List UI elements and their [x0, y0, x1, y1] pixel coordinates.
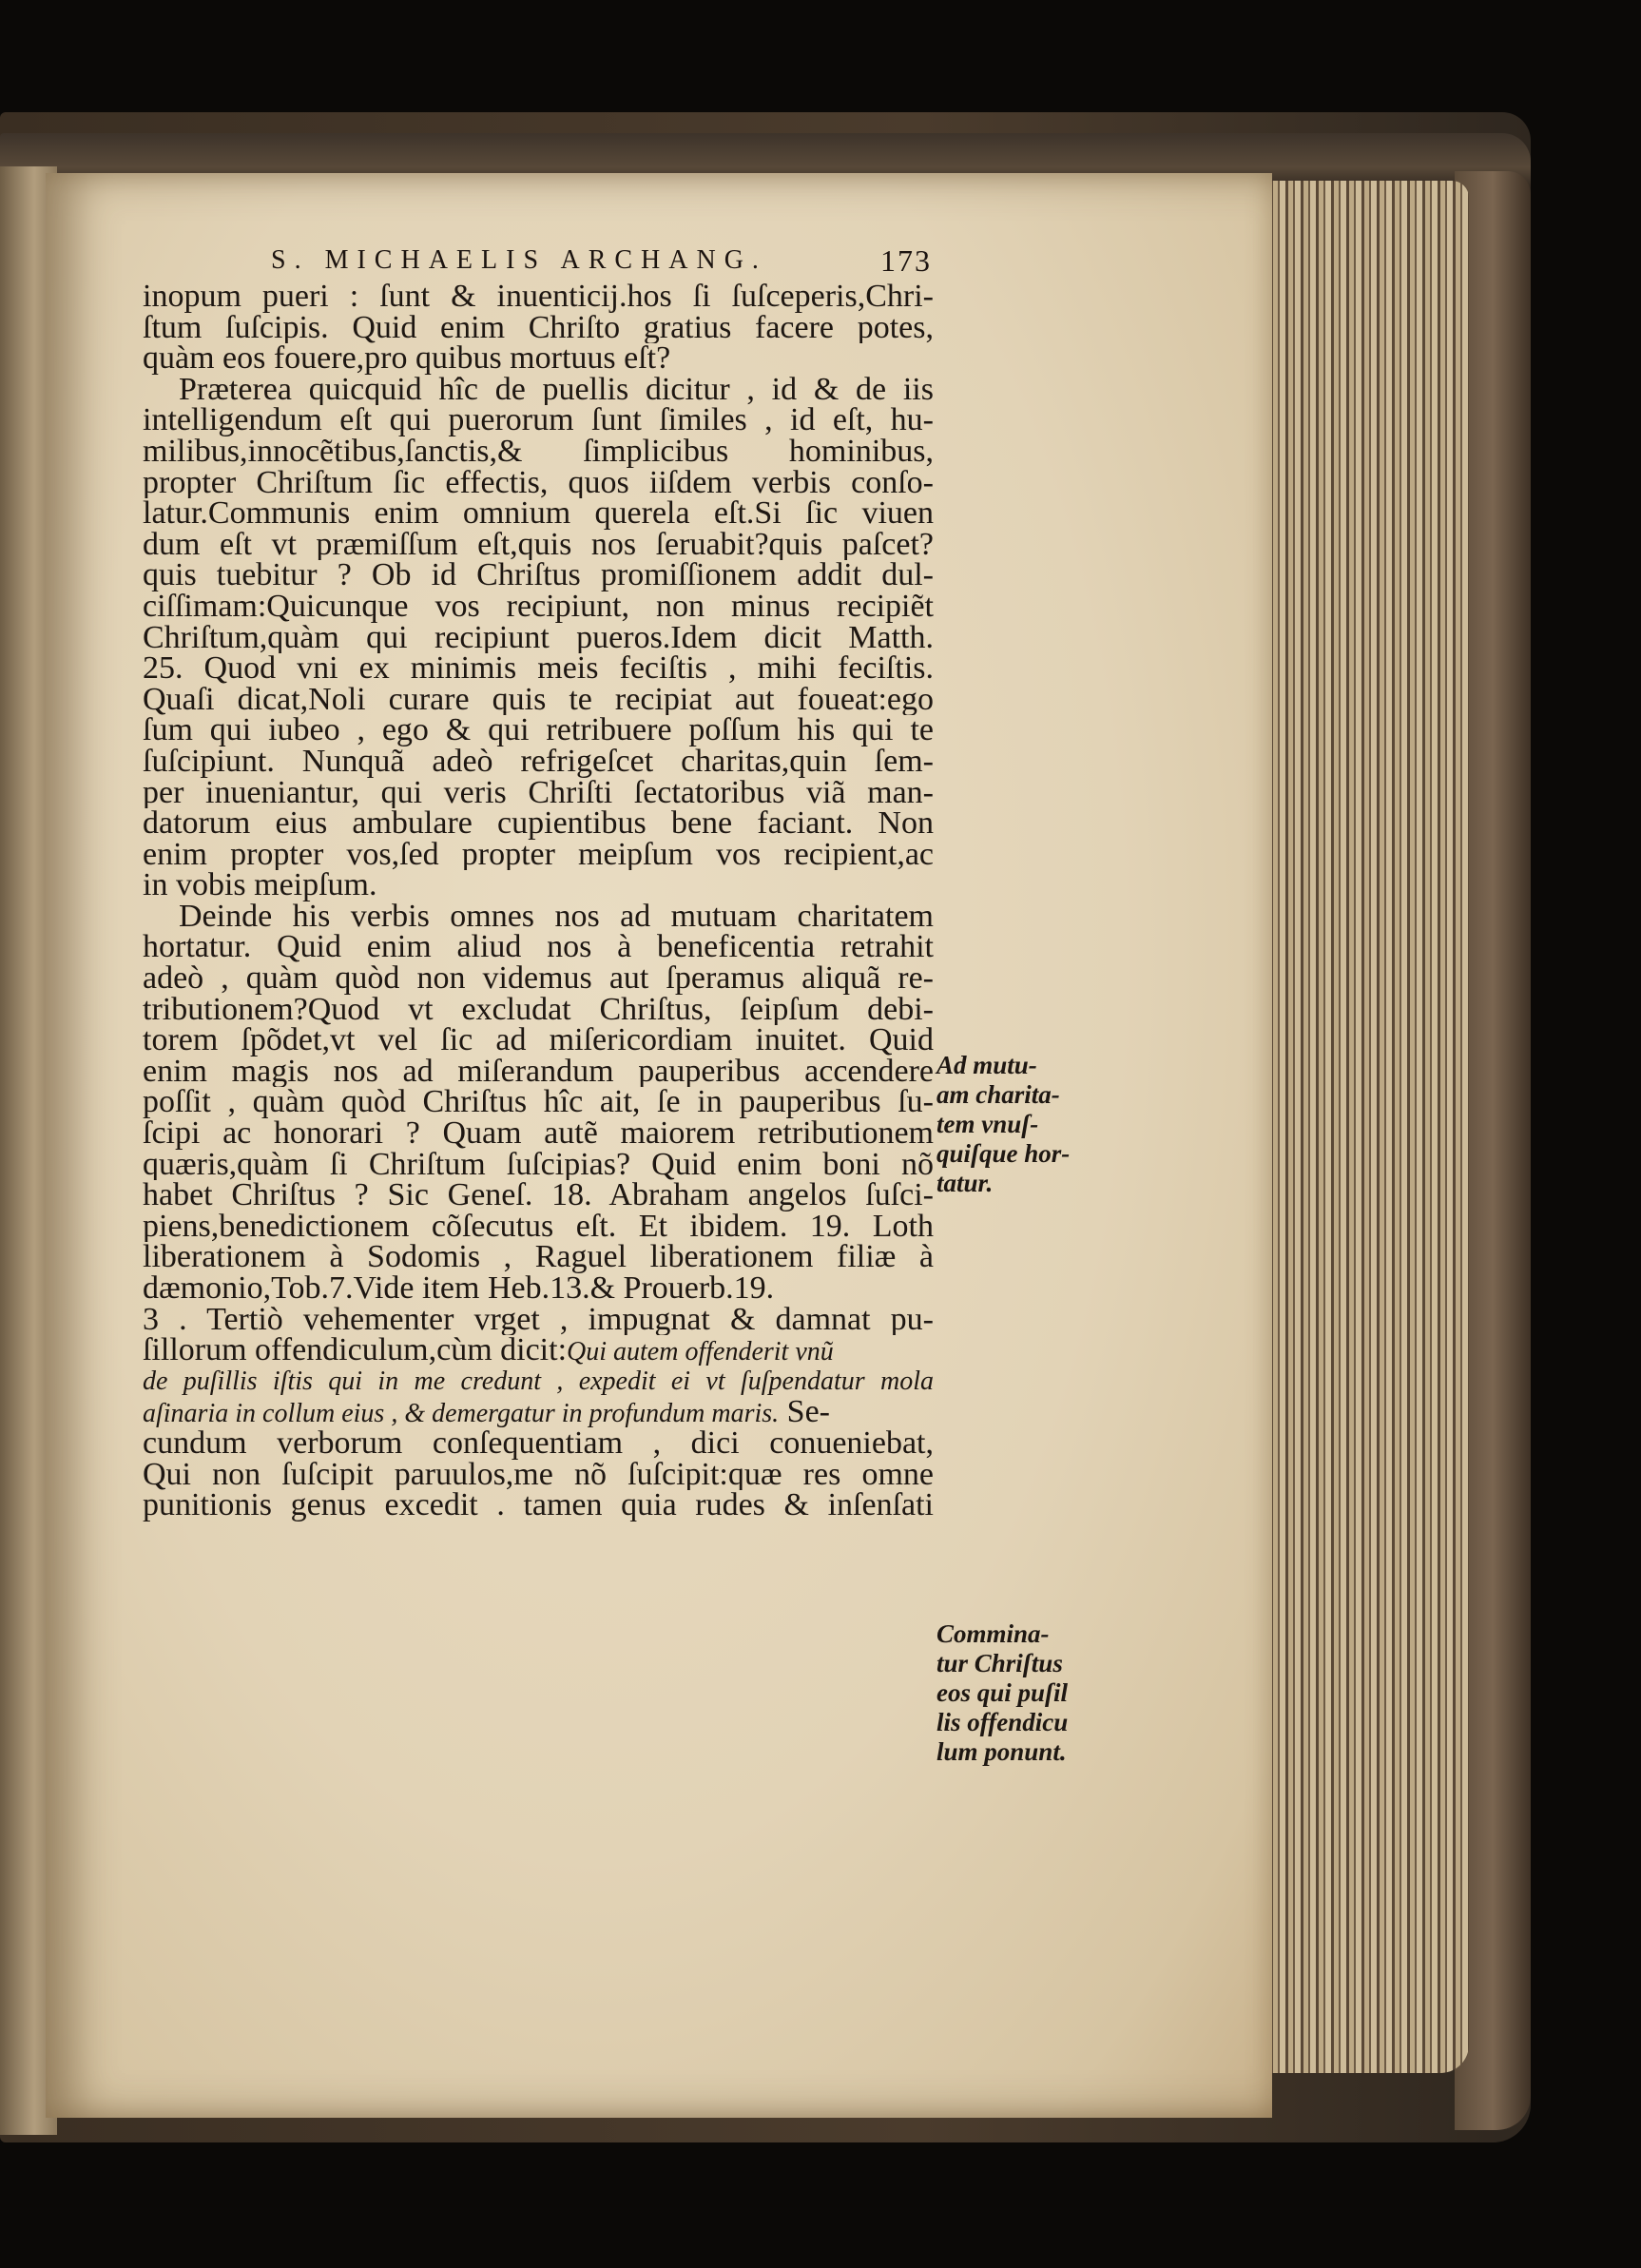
quotation-italic: aſinaria in collum eius , & demergatur in profundum maris.	[143, 1399, 780, 1428]
text-line	[143, 1335, 934, 1367]
text-line: in vobis meipſum.	[143, 870, 377, 901]
text-segment: ſillorum offendiculum,cùm dicit:	[143, 1335, 568, 1367]
text-line: piens,benedictionem cõſecutus eſt. Et ibidem. 19. Loth	[143, 1211, 934, 1243]
text-line: Quaſi dicat,Noli curare quis te recipiat aut foueat:ego	[143, 684, 934, 716]
text-line: habet Chriſtus ? Sic Geneſ. 18. Abraham angelos ſuſci-	[143, 1180, 934, 1212]
text-line: ſuſcipiunt. Nunquã adeò refrigeſcet charitas,quin ſem-	[143, 746, 934, 778]
text-line: quis tuebitur ? Ob id Chriſtus promiſſionem addit dul-	[143, 560, 934, 591]
margin-note-line: Ad mutu-	[936, 1051, 1037, 1079]
margin-note-line: lum ponunt.	[936, 1737, 1067, 1766]
margin-note-line: tatur.	[936, 1169, 994, 1197]
text-line: Chriſtum,quàm qui recipiunt pueros.Idem dicit Matth.	[143, 622, 934, 654]
text-line: Qui non ſuſcipit paruulos,me nõ ſuſcipit:quæ res omne	[143, 1459, 934, 1491]
text-line: cundum verborum conſequentiam , dici conueniebat,	[143, 1427, 934, 1460]
main-text-block	[143, 281, 934, 1522]
text-line: quæris,quàm ſi Chriſtum ſuſcipias? Quid enim boni nõ	[143, 1149, 934, 1181]
margin-note-line: lis offendicu	[936, 1708, 1069, 1736]
text-line: 25. Quod vni ex minimis meis feciſtis , mihi feciſtis.	[143, 653, 934, 685]
text-line: dæmonio,Tob.7.Vide item Heb.13.& Prouerb.19.	[143, 1273, 775, 1305]
text-line: Præterea quicquid hîc de puellis dicitur , id & de iis	[179, 374, 934, 406]
text-line: enim propter vos,ſed propter meipſum vos recipient,ac	[143, 839, 934, 871]
text-line: intelligendum eſt qui puerorum ſunt ſimiles , id eſt, hu-	[143, 405, 934, 436]
text-line: datorum eius ambulare cupientibus bene faciant. Non	[143, 808, 934, 840]
text-line: propter Chriſtum ſic effectis, quos iiſdem verbis conſo-	[143, 467, 934, 499]
text-line: dum eſt vt præmiſſum eſt,quis nos ſeruabit?quis paſcet?	[143, 529, 934, 561]
text-line: Deinde his verbis omnes nos ad mutuam charitatem	[179, 901, 934, 933]
quotation-italic: Qui autem offenderit vnũ	[567, 1337, 834, 1367]
margin-note-line: tem vnuſ-	[936, 1110, 1039, 1138]
text-line: quàm eos fouere,pro quibus mortuus eſt?	[143, 343, 671, 375]
text-segment: Se-	[779, 1397, 830, 1428]
text-line: ciſſimam:Quicunque vos recipiunt, non minus recipiẽt	[143, 591, 934, 623]
text-line: ſtum ſuſcipis. Quid enim Chriſto gratius facere potes,	[143, 312, 934, 344]
text-line: latur.Communis enim omnium querela eſt.Si ſic viuen	[143, 498, 934, 530]
text-line: ſum qui iubeo , ego & qui retribuere poſſum his qui te	[143, 715, 934, 746]
text-line: punitionis genus excedit . tamen quia rudes & inſenſati	[143, 1490, 934, 1522]
text-line: inopum pueri : ſunt & inuenticij.hos ſi ſuſceperis,Chri-	[143, 281, 934, 313]
text-line	[143, 1397, 934, 1428]
text-line: ſcipi ac honorari ? Quam autẽ maiorem retributionem	[143, 1118, 934, 1150]
text-line: hortatur. Quid enim aliud nos à beneficentia retrahit	[143, 932, 934, 964]
margin-note-charity	[936, 1051, 1070, 1198]
page-fore-edge	[1265, 181, 1469, 2073]
margin-note-line: quiſque hor-	[936, 1139, 1071, 1168]
text-line: adeò , quàm quòd non videmus aut ſperamus aliquã re-	[143, 963, 934, 995]
running-header	[271, 245, 932, 283]
text-line: poſſit , quàm quòd Chriſtus hîc ait, ſe in pauperibus ſu-	[143, 1087, 934, 1119]
text-line: torem ſpõdet,vt vel ſic ad miſericordiam inuitet. Quid	[143, 1025, 934, 1056]
margin-note-line: tur Chriſtus	[936, 1649, 1063, 1677]
margin-note-line: am charita-	[936, 1080, 1060, 1109]
margin-note-threat	[936, 1619, 1068, 1767]
margin-note-line: eos qui puſil	[936, 1678, 1069, 1707]
text-line: liberationem à Sodomis , Raguel liberationem filiæ à	[143, 1242, 934, 1273]
page-number: 173	[880, 243, 932, 278]
text-line: 3 . Tertiò vehementer vrget , impugnat & damnat pu-	[143, 1304, 934, 1336]
text-line: per inueniantur, qui veris Chriſti ſectatoribus viã man-	[143, 777, 934, 809]
running-title: S. MICHAELIS ARCHANG.	[271, 245, 767, 275]
text-line: milibus,innocẽtibus,ſanctis,& ſimplicibus hominibus,	[143, 436, 934, 468]
text-line: tributionem?Quod vt excludat Chriſtus, ſeipſum debi-	[143, 994, 934, 1026]
margin-note-line: Commina-	[936, 1619, 1050, 1648]
text-line: enim magis nos ad miſerandum pauperibus accendere	[143, 1056, 934, 1088]
text-line-italic: de puſillis iſtis qui in me credunt , expedit ei vt ſuſpendatur mola	[143, 1366, 934, 1396]
